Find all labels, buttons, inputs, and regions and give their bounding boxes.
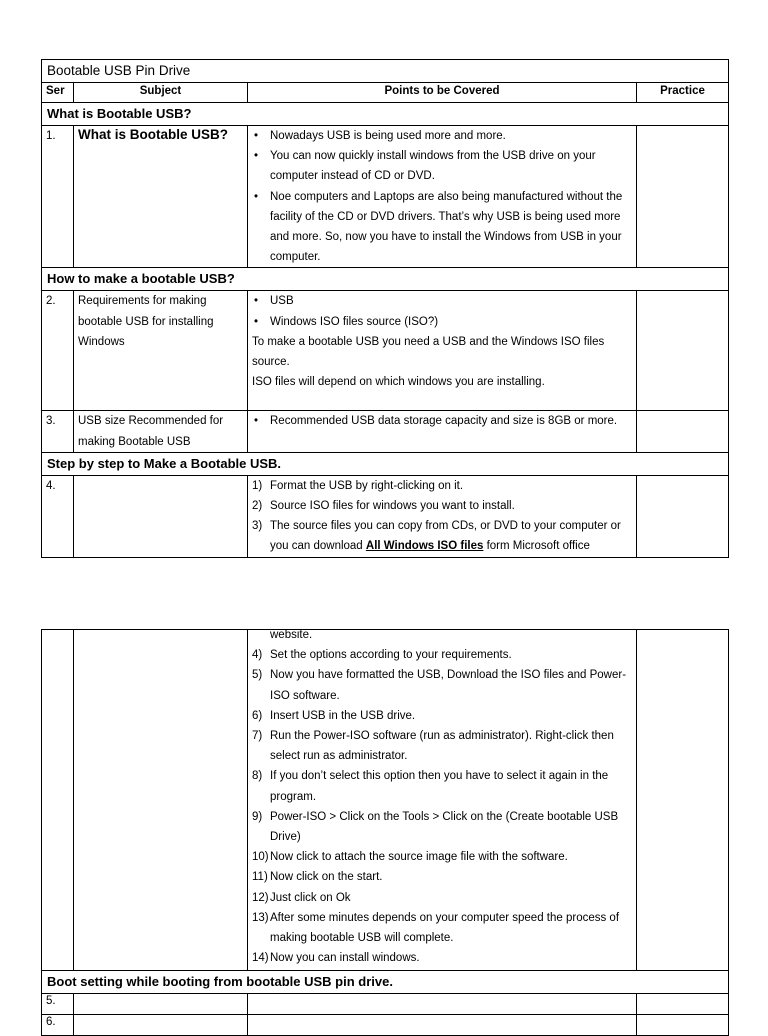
subject-cell xyxy=(74,630,248,971)
subject-cell: USB size Recommended for making Bootable USB xyxy=(74,411,248,452)
section-heading-how-to: How to make a bootable USB? xyxy=(42,268,729,291)
ser-cell: 3. xyxy=(42,411,74,452)
table-row xyxy=(42,411,729,452)
header-practice: Practice xyxy=(637,83,729,103)
step-item: 6) Insert USB in the USB drive. xyxy=(252,709,416,722)
table-title: Bootable USB Pin Drive xyxy=(42,60,729,83)
subject-cell xyxy=(74,1015,248,1036)
step-item: 4) Set the options according to your requirements. xyxy=(252,649,512,662)
table-row xyxy=(42,126,729,268)
practice-cell xyxy=(637,994,729,1015)
step-item: 2) Source ISO files for windows you want to install. xyxy=(252,500,515,513)
subject-cell xyxy=(74,475,248,557)
bullet-item: • Noe computers and Laptops are also being manufactured without the facility of the CD or DVD drivers. That’s why USB is being used more and more. So, now you have to install the Windows from USB in your computer. xyxy=(252,187,632,268)
practice-cell xyxy=(637,475,729,557)
step-item: 9) Power-ISO > Click on the Tools > Click on the (Create bootable USB Drive) xyxy=(252,810,619,844)
points-cell xyxy=(248,630,637,971)
step-item: 13) After some minutes depends on your computer speed the process of making bootable USB will complete. xyxy=(252,911,620,945)
paragraph: ISO files will depend on which windows you are installing. xyxy=(252,376,545,389)
table-row xyxy=(42,1015,729,1036)
continued-text: website. xyxy=(270,629,313,641)
step-item: 7) Run the Power-ISO software (run as administrator). Right-click then select run as administrator. xyxy=(252,730,614,763)
ser-cell: 5. xyxy=(42,994,74,1015)
table-row xyxy=(42,475,729,557)
step-item: 14) Now you can install windows. xyxy=(252,952,420,965)
step-item: 10) Now click to attach the source image file with the software. xyxy=(252,851,568,864)
points-cell xyxy=(248,994,637,1015)
ser-cell xyxy=(42,630,74,971)
ser-cell: 6. xyxy=(42,1015,74,1036)
steps-list xyxy=(252,645,632,968)
subject-text: What is Bootable USB? xyxy=(78,127,229,142)
section-heading-step-by-step: Step by step to Make a Bootable USB. xyxy=(42,452,729,475)
points-cell xyxy=(248,291,637,411)
paragraph: To make a bootable USB you need a USB and the Windows ISO files source. xyxy=(252,335,605,369)
windows-iso-link[interactable]: All Windows ISO files xyxy=(365,540,484,553)
lesson-table-part-2 xyxy=(41,629,729,1036)
bullet-item: • USB xyxy=(252,291,632,311)
bullet-item: • You can now quickly install windows from the USB drive on your computer instead of CD or DVD. xyxy=(252,146,632,186)
step-item: 1) Format the USB by right-clicking on it. xyxy=(252,479,464,492)
section-heading-what-is: What is Bootable USB? xyxy=(42,103,729,126)
practice-cell xyxy=(637,630,729,971)
practice-cell xyxy=(637,291,729,411)
points-cell xyxy=(248,475,637,557)
points-cell xyxy=(248,126,637,268)
table-row xyxy=(42,291,729,411)
header-subject: Subject xyxy=(74,83,248,103)
step-item: 12) Just click on Ok xyxy=(252,891,351,904)
lesson-table-part-1 xyxy=(41,59,729,558)
bullet-item: • Windows ISO files source (ISO?) xyxy=(252,312,632,332)
step-item: 8) If you don’t select this option then you have to select it again in the program. xyxy=(252,770,609,803)
ser-cell: 4. xyxy=(42,475,74,557)
table-row xyxy=(42,630,729,971)
step-item: 11) Now click on the start. xyxy=(252,871,383,884)
bullet-item: • Nowadays USB is being used more and more. xyxy=(252,126,632,146)
practice-cell xyxy=(637,411,729,452)
ser-cell: 1. xyxy=(42,126,74,268)
ser-cell: 2. xyxy=(42,291,74,411)
subject-cell xyxy=(74,126,248,268)
table-row xyxy=(42,994,729,1015)
practice-cell xyxy=(637,1015,729,1036)
practice-cell xyxy=(637,126,729,268)
header-points: Points to be Covered xyxy=(248,83,637,103)
step-item: 5) Now you have formatted the USB, Download the ISO files and Power-ISO software. xyxy=(252,669,627,702)
points-cell xyxy=(248,411,637,452)
points-cell xyxy=(248,1015,637,1036)
section-heading-boot-setting: Boot setting while booting from bootable USB pin drive. xyxy=(42,971,729,994)
bullet-item: • Recommended USB data storage capacity and size is 8GB or more. xyxy=(252,411,632,431)
step-item: 3) The source files you can copy from CDs, or DVD to your computer or you can download All Windows ISO files form Microsoft office xyxy=(252,520,621,553)
subject-cell xyxy=(74,994,248,1015)
header-ser: Ser xyxy=(42,83,74,103)
subject-cell: Requirements for making bootable USB for installing Windows xyxy=(74,291,248,411)
